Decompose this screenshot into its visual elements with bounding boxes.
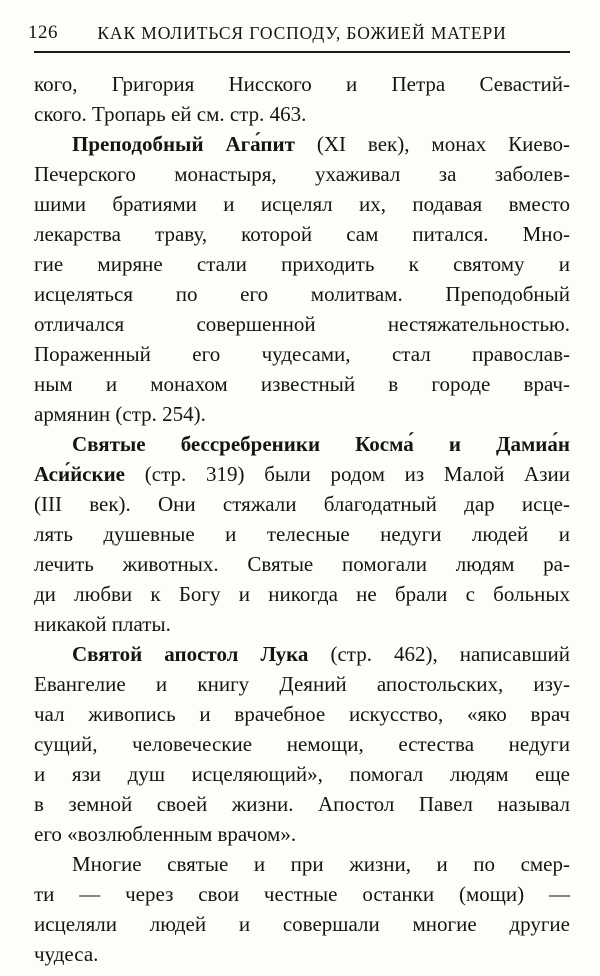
text-line (34, 819, 570, 849)
text-run: чудеса. (34, 942, 99, 966)
bold-text-run: Святой апостол Лука (72, 642, 309, 666)
text-line (34, 219, 570, 249)
text-line (34, 339, 570, 369)
text-run: никакой платы. (34, 612, 171, 636)
text-line (34, 249, 570, 279)
text-run: исцеляли людей и совершали многие другие (34, 912, 570, 936)
text-run: лекарства траву, которой сам питался. Мно- (34, 222, 570, 246)
text-line (34, 759, 570, 789)
text-line (34, 729, 570, 759)
text-line (34, 129, 570, 159)
text-line (34, 909, 570, 939)
text-run: отличался совершенной нестяжательностью. (34, 312, 570, 336)
text-line (34, 849, 570, 879)
text-line (34, 579, 570, 609)
text-run: (III век). Они стяжали благодатный дар исце- (34, 492, 570, 516)
bold-text-run: Преподобный Ага́пит (72, 132, 295, 156)
text-line (34, 399, 570, 429)
text-run: Многие святые и при жизни, и по смер- (72, 852, 570, 876)
text-line (34, 459, 570, 489)
text-run: его «возлюбленным врачом». (34, 822, 297, 846)
text-line (34, 549, 570, 579)
text-run: сущий, человеческие немощи, естества недуги (34, 732, 570, 756)
paragraph (34, 69, 570, 129)
page-number: 126 (28, 22, 58, 43)
text-run: (стр. 462), написавший (308, 642, 570, 666)
body-text (34, 69, 570, 969)
text-run: ти — через свои честные останки (мощи) — (34, 882, 570, 906)
text-line (34, 369, 570, 399)
text-line (34, 939, 570, 969)
bold-text-run: Аси́йские (34, 462, 126, 486)
text-line (34, 669, 570, 699)
text-line (34, 159, 570, 189)
text-run: ным и монахом известный в городе врач- (34, 372, 570, 396)
text-line (34, 429, 570, 459)
running-title: КАК МОЛИТЬСЯ ГОСПОДУ, БОЖИЕЙ МАТЕРИ (97, 23, 507, 43)
bold-text-run: Святые бессребреники Косма́ и Дамиа́н (72, 432, 570, 456)
text-run: гие миряне стали приходить к святому и (34, 252, 570, 276)
text-run: чал живопись и врачебное искусство, «яко врач (34, 702, 570, 726)
text-line (34, 519, 570, 549)
text-run: ского. Тропарь ей см. стр. 463. (34, 102, 307, 126)
text-run: исцеляться по его молитвам. Преподобный (34, 282, 570, 306)
text-run: и язи душ исцеляющий», помогал людям еще (34, 762, 570, 786)
text-line (34, 699, 570, 729)
text-line (34, 489, 570, 519)
text-run: лять душевные и телесные недуги людей и (34, 522, 570, 546)
text-line (34, 879, 570, 909)
text-line (34, 309, 570, 339)
text-line (34, 99, 570, 129)
text-line (34, 69, 570, 99)
text-line (34, 639, 570, 669)
paragraph (34, 849, 570, 969)
paragraph (34, 639, 570, 849)
text-run: (стр. 319) были родом из Малой Азии (125, 462, 570, 486)
text-line (34, 279, 570, 309)
paragraph (34, 429, 570, 639)
text-run: Печерского монастыря, ухаживал за заболев- (34, 162, 570, 186)
text-run: шими братиями и исцелял их, подавая вместо (34, 192, 570, 216)
text-line (34, 789, 570, 819)
text-run: Евангелие и книгу Деяний апостольских, изу- (34, 672, 570, 696)
text-run: в земной своей жизни. Апостол Павел называл (34, 792, 570, 816)
paragraph (34, 129, 570, 429)
text-run: кого, Григория Нисского и Петра Севастий- (34, 72, 570, 96)
text-run: армянин (стр. 254). (34, 402, 206, 426)
page-header (28, 20, 570, 46)
text-line (34, 189, 570, 219)
text-run: Пораженный его чудесами, стал православ- (34, 342, 570, 366)
text-run: лечить животных. Святые помогали людям ра- (34, 552, 570, 576)
text-run: (XI век), монах Киево- (294, 132, 570, 156)
header-divider (34, 51, 570, 53)
text-run: ди любви к Богу и никогда не брали с больных (34, 582, 570, 606)
text-line (34, 609, 570, 639)
